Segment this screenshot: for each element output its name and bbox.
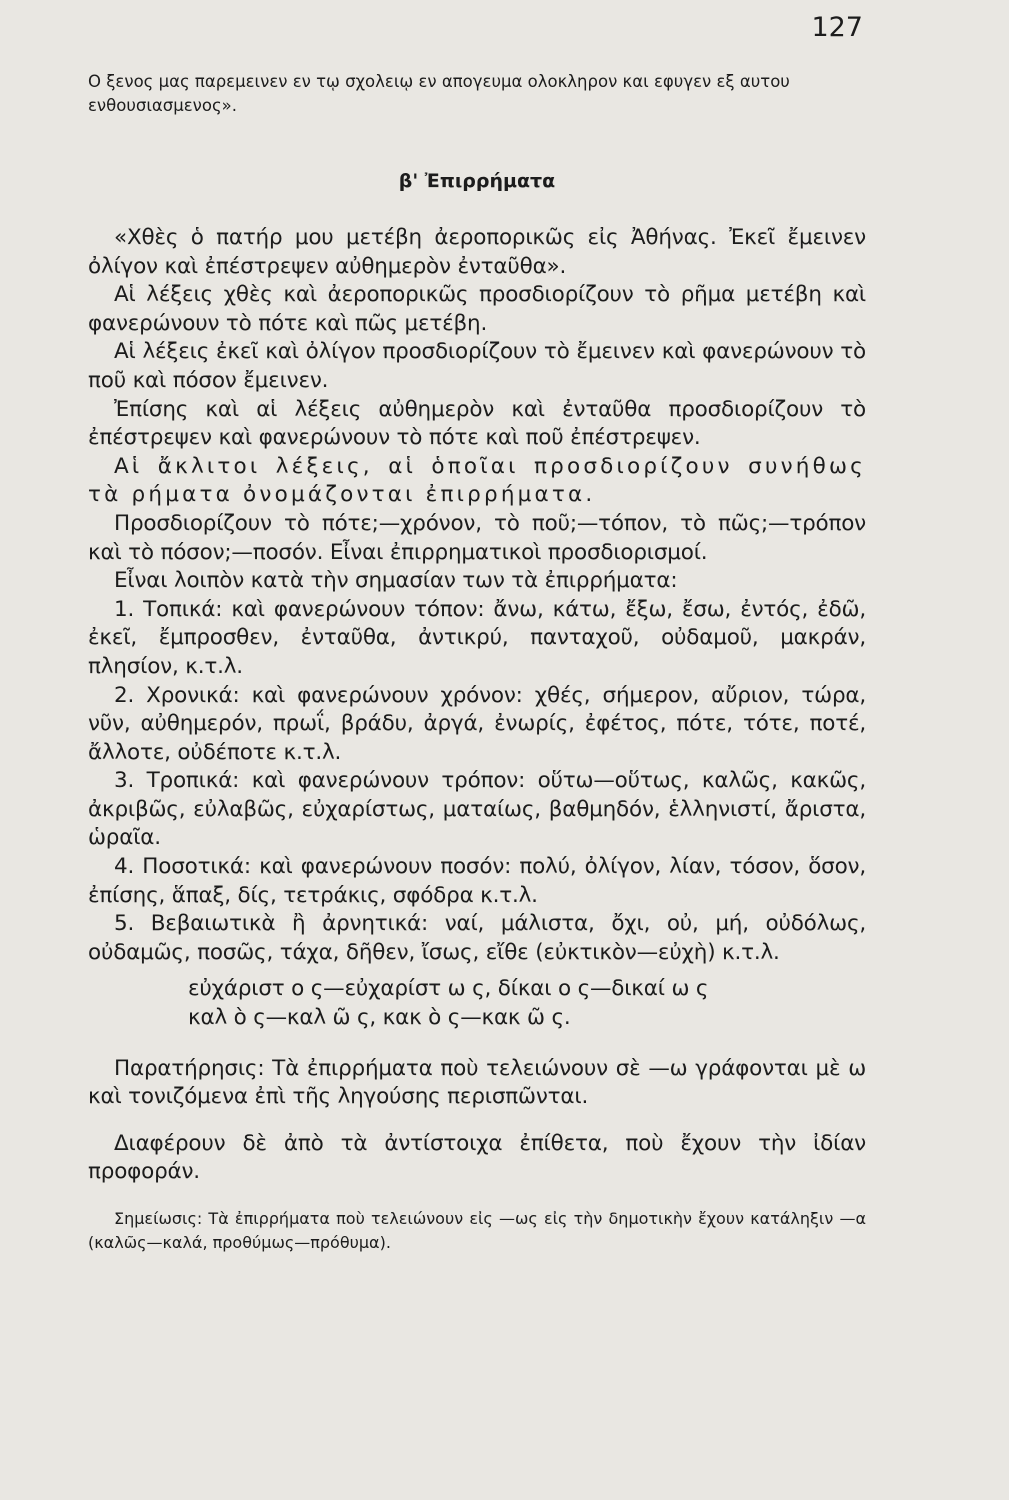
example-line: καλ ὸ ς—καλ ῶ ς, κακ ὸ ς—κακ ῶ ς. <box>188 1005 571 1031</box>
list-item: 5. Βεβαιωτικὰ ἢ ἀρνητικά: ναί, μάλιστα, ὄχι, οὐ, μή, οὐδόλως, οὐδαμῶς, ποσῶς, τάχα, δῆθεν, ἴσως, εἴθε (εὐκτικὸν—εὐχὴ) κ.τ.λ. <box>88 911 866 965</box>
main-text <box>88 224 866 1187</box>
definition-paragraph: Αἱ ἄκλιτοι λέξεις, αἱ ὁποῖαι προσδιορίζουν συνήθως τὰ ρήματα ὀνομάζονται ἐπιρρήματα. <box>88 453 866 508</box>
paragraph: Αἱ λέξεις ἐκεῖ καὶ ὀλίγον προσδιορίζουν τὸ ἔμεινεν καὶ φανερώνουν τὸ ποῦ καὶ πόσον ἔμεινεν. <box>88 339 866 393</box>
paragraph: Προσδιορίζουν τὸ πότε;—χρόνον, τὸ ποῦ;—τόπον, τὸ πῶς;—τρόπον καὶ τὸ πόσον;—ποσόν. Εἶναι ἐπιρρηματικοὶ προσδιορισμοί. <box>88 510 866 565</box>
list-item: 1. Τοπικά: καὶ φανερώνουν τόπον: ἄνω, κάτω, ἔξω, ἔσω, ἐντός, ἐδῶ, ἐκεῖ, ἔμπροσθεν, ἐνταῦθα, ἀντικρύ, πανταχοῦ, οὐδαμοῦ, μακράν, πλησίον, κ.τ.λ. <box>88 596 866 679</box>
footnote: Σημείωσις: Τὰ ἐπιρρήματα ποὺ τελειώνουν εἰς —ως εἰς τὴν δημοτικὴν ἔχουν κατάληξιν —α (καλῶς—καλά, προθύμως—πρόθυμα). <box>88 1209 866 1252</box>
paragraph: Διαφέρουν δὲ ἀπὸ τὰ ἀντίστοιχα ἐπίθετα, ποὺ ἔχουν τὴν ἰδίαν προφοράν. <box>88 1130 866 1185</box>
page-number: 127 <box>811 12 863 43</box>
paragraph: Ἐπίσης καὶ αἱ λέξεις αὐθημερὸν καὶ ἐνταῦθα προσδιορίζουν τὸ ἐπέστρεψεν καὶ φανερώνουν τὸ πότε καὶ ποῦ ἐπέστρεψεν. <box>88 396 866 451</box>
example-line: εὐχάριστ ο ς—εὐχαρίστ ω ς, δίκαι ο ς—δικαί ω ς <box>188 976 709 1002</box>
list-item: 3. Τροπικά: καὶ φανερώνουν τρόπον: οὕτω—οὕτως, καλῶς, κακῶς, ἀκριβῶς, εὐλαβῶς, εὐχαρίστως, ματαίως, βαθμηδόν, ἑλληνιστί, ἄριστα, ὡραῖα. <box>88 768 866 851</box>
section-heading: β' Ἐπιρρήματα <box>398 170 556 192</box>
list-item: 2. Χρονικά: καὶ φανερώνουν χρόνον: χθές, σήμερον, αὔριον, τώρα, νῦν, αὐθημερόν, πρωΐ, βράδυ, ἀργά, ἐνωρίς, ἐφέτος, πότε, τότε, ποτέ, ἄλλοτε, οὐδέποτε κ.τ.λ. <box>88 682 866 765</box>
example-paragraph: «Χθὲς ὁ πατήρ μου μετέβη ἀεροπορικῶς εἰς Ἀθήνας. Ἐκεῖ ἔμεινεν ὀλίγον καὶ ἐπέστρεψεν αὐθημερὸν ἐνταῦθα». <box>88 225 866 279</box>
paragraph: Αἱ λέξεις χθὲς καὶ ἀεροπορικῶς προσδιορίζουν τὸ ρῆμα μετέβη καὶ φανερώνουν τὸ πότε καὶ πῶς μετέβη. <box>88 282 866 336</box>
list-item: 4. Ποσοτικά: καὶ φανερώνουν ποσόν: πολύ, ὀλίγον, λίαν, τόσον, ὅσον, ἐπίσης, ἅπαξ, δίς, τετράκις, σφόδρα κ.τ.λ. <box>88 854 866 908</box>
remark-paragraph: Παρατήρησις: Τὰ ἐπιρρήματα ποὺ τελειώνουν σὲ —ω γράφονται μὲ ω καὶ τονιζόμενα ἐπὶ τῆς ληγούσης περισπῶνται. <box>88 1055 866 1110</box>
examples-block <box>188 975 866 1032</box>
paragraph: Εἶναι λοιπὸν κατὰ τὴν σημασίαν των τὰ ἐπιρρήματα: <box>114 568 678 594</box>
top-paragraph: Ο ξενος μας παρεμεινεν εν τῳ σχολειῳ εν απογευμα ολοκληρον και εφυγεν εξ αυτου ενθουσιασμενος». <box>88 72 790 115</box>
page-content <box>88 70 866 1271</box>
